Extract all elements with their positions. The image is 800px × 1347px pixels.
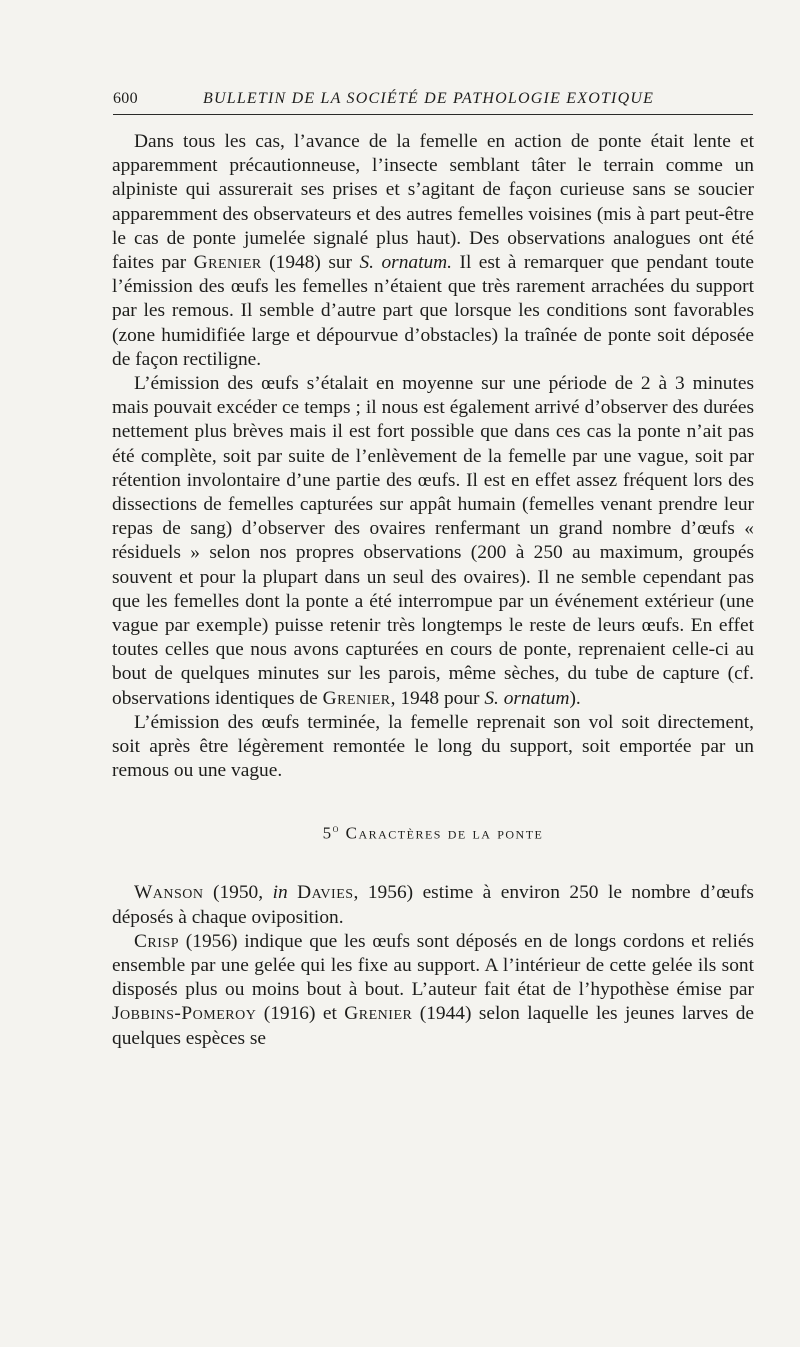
text-run: Dans tous les cas, l’avance de la femelle en action de ponte était lente et apparemment précautionneuse, l’insecte semblant tâter le terrain comme un alpiniste qui assurerait ses prises et s’agitant de façon curieuse sans se soucier apparemment des observateurs et des autres femelles voisines (mis à part peut-être le cas de ponte jumelée signalé plus haut). Des observations analogues ont été faites par — [112, 131, 754, 274]
text-run: (1944) selon laquelle les jeunes larves de quelques espèces se — [112, 1003, 754, 1049]
paragraph-egg-cords — [112, 930, 754, 1051]
page-number: 600 — [113, 90, 138, 107]
author-name: Grenier — [344, 1003, 413, 1025]
section-title-text: Caractères de la ponte — [345, 824, 544, 844]
text-run: (1956) indique que les œufs sont déposés en de longs cordons et reliés ensemble par une gelée qui les fixe au support. A l’intérieur de cette gelée ils sont disposés plus ou moins bout à bout. L’auteur fait état de l’hypothèse émise par — [112, 930, 754, 1001]
author-name: Davies — [297, 882, 354, 904]
paragraph-egg-count — [112, 881, 754, 929]
section-degree: o — [332, 823, 340, 836]
species-name: S. ornatum — [484, 687, 570, 709]
text-run: ). — [569, 687, 581, 709]
latin-in: in — [272, 882, 288, 904]
paragraph-emission-duration — [112, 372, 754, 711]
body-text — [112, 130, 754, 1051]
species-name: S. ornatum. — [359, 252, 453, 274]
text-run: Il est à remarquer que pendant toute l’émission des œufs les femelles n’étaient que très rarement arrachées du support par les remous. Il semble d’autre part que lorsque les conditions sont favorables (zone humidifiée large et dépourvue d’obstacles) la traînée de ponte soit déposée de façon rectiligne. — [112, 252, 754, 370]
section-heading — [112, 817, 754, 846]
text-run: , 1948 pour — [390, 687, 485, 709]
paragraph-ponte-behaviour — [112, 130, 754, 372]
section-number: 5 — [322, 824, 333, 844]
text-run: L’émission des œufs s’étalait en moyenne sur une période de 2 à 3 minutes mais pouvait excéder ce temps ; il nous est également arrivé d’observer des durées nettement plus brèves mais il est fort possible que dans ces cas la ponte n’ait pas été complète, soit par suite de l’enlèvement de la femelle par une vague, soit par rétention involontaire d’une partie des œufs. Il est en effet assez fréquent lors des dissections de femelles capturées sur appât humain (femelles venant prendre leur repas de sang) d’observer des ovaires renfermant un grand nombre d’œufs « résiduels » selon nos propres observations (200 à 250 au maximum, groupés souvent et pour la plupart dans un seul des ovaires). Il ne semble cependant pas que les femelles dont la ponte a été interrompue par un événement extérieur (une vague par exemple) puisse retenir très longtemps le reste de leurs œufs. En effet toutes celles que nous avons capturées en cours de ponte, reprenaient celle-ci au bout de quelques minutes sur les parois, même sèches, du tube de capture (cf. observations identiques de — [112, 373, 754, 709]
author-name: Grenier — [322, 687, 391, 709]
running-header — [113, 88, 753, 115]
author-name: Crisp — [134, 930, 180, 952]
text-run: L’émission des œufs terminée, la femelle reprenait son vol soit directement, soit après être légèrement remontée le long du support, soit emportée par un remous ou une vague. — [112, 711, 754, 782]
text-run: (1950, — [203, 882, 273, 904]
author-name: Grenier — [193, 252, 262, 274]
author-name: Jobbins-Pomeroy — [112, 1003, 257, 1025]
journal-title: BULLETIN DE LA SOCIÉTÉ DE PATHOLOGIE EXOTIQUE — [203, 90, 655, 107]
text-run: (1916) et — [256, 1003, 345, 1025]
text-run: , 1956) estime à environ 250 le nombre d’œufs déposés à chaque oviposition. — [112, 882, 754, 928]
paragraph-emission-end — [112, 711, 754, 784]
author-name: Wanson — [134, 882, 204, 904]
text-run: (1948) sur — [261, 252, 360, 274]
